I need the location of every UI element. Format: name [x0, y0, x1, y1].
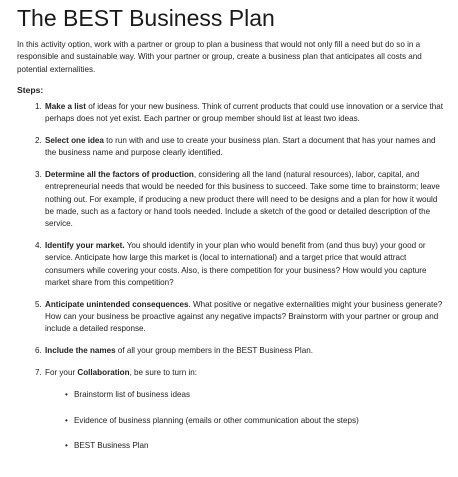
step-item: [44, 169, 444, 230]
step-item: [44, 101, 444, 126]
steps-heading: Steps:: [17, 84, 44, 95]
step-text: , be sure to turn in:: [129, 367, 198, 377]
intro-paragraph: In this activity option, work with a partner or group to plan a business that would not only fill a need but do so in a responsible and sustainable way. With your partner or group, create a business plan that anticipates all costs and potential externalities.: [17, 40, 422, 74]
step-lead: Make a list: [45, 101, 86, 111]
step-item-collaboration: [44, 367, 444, 452]
list-item: [67, 389, 444, 401]
list-item: [67, 440, 444, 452]
step-text: You should identify in your plan who would benefit from (and thus buy) your good or service. Anticipate how large this market is (local to international) and a target price that would attract consumers while covering your costs. Also, is there competition for your business? How would you capture market share from this competition?: [45, 241, 427, 287]
step-lead: Determine all the factors of production: [45, 170, 194, 180]
step-text: of all your group members in the BEST Business Plan.: [115, 346, 313, 356]
step-item: [44, 299, 444, 336]
list-item: [67, 415, 444, 427]
step-text: . What positive or negative externalities might your business generate? How can your business be proactive against any negative impacts? Brainstorm with your partner or group and include a detailed response.: [45, 299, 443, 334]
bullet-icon: •: [65, 415, 68, 425]
step-item: [44, 240, 444, 289]
step-text: of ideas for your new business. Think of current products that could use innovation or a service that perhaps does not yet exist. Each partner or group member should list at least two ideas.: [45, 101, 444, 124]
list-item-text: Brainstorm list of business ideas: [74, 390, 191, 400]
page-title: The BEST Business Plan: [17, 5, 275, 31]
bullet-icon: •: [65, 440, 68, 450]
step-lead: Include the names: [45, 346, 116, 356]
step-text: For your: [45, 367, 78, 377]
steps-list: [17, 101, 444, 452]
step-item: [44, 345, 444, 357]
bullet-icon: •: [65, 390, 68, 400]
list-item-text: Evidence of business planning (emails or other communication about the steps): [74, 415, 359, 425]
list-item-text: BEST Business Plan: [74, 440, 149, 450]
step-lead: Collaboration: [77, 367, 130, 377]
step-text: to run with and use to create your business plan. Start a document that has your names and the business name and purpose clearly identified.: [45, 135, 436, 158]
step-lead: Identify your market.: [45, 241, 125, 251]
turn-in-list: [45, 389, 444, 452]
step-lead: Select one idea: [45, 135, 104, 145]
step-text: , considering all the land (natural resources), labor, capital, and entrepreneurial needs that would be needed for this business to succeed. Take some time to brainstorm; leave nothing out. For example, if producing a new product there will need to be designs and a plan for how it would be made, such as a factory or hand tools needed. Include a sketch of the good or detailed description of the service.: [45, 170, 440, 229]
step-lead: Anticipate unintended consequences: [45, 299, 189, 309]
step-item: [44, 135, 444, 160]
